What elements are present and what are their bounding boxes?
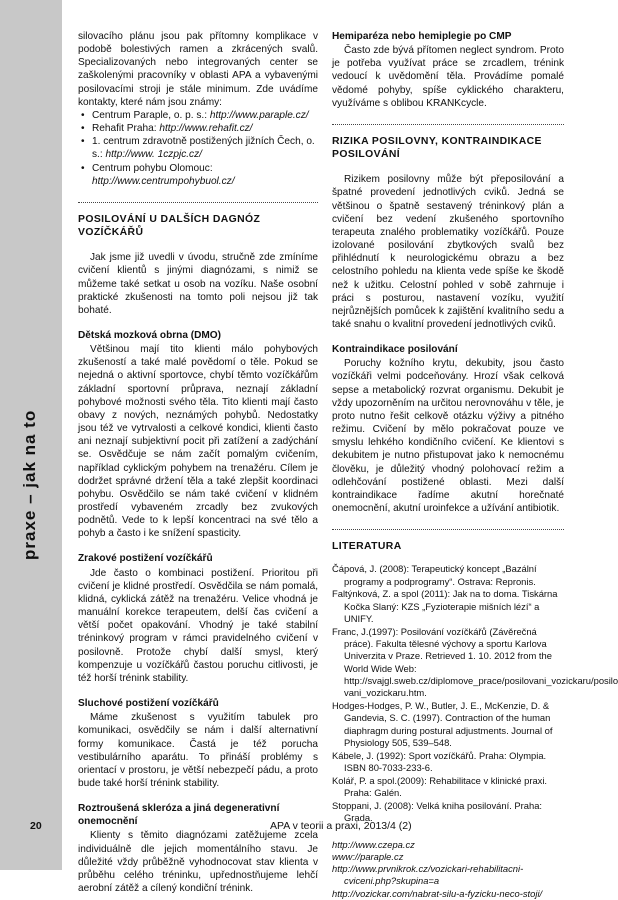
- contact-link[interactable]: http://www. 1czpjc.cz/: [105, 149, 202, 161]
- contact-link[interactable]: http://www.rehafit.cz/: [159, 123, 253, 135]
- ms-paragraph: Klienty s těmito diagnózami zatěžujeme zcela individuálně dle jejich momentálního stavu. Je důležité vždy průběžně vyhodnocovat stav klienta v průběhu celého tréninku, upřednostňujeme lehčí aerobní zátěž a cílený kondiční trénink.: [78, 830, 318, 895]
- left-column: [78, 30, 318, 895]
- reference-item: Franc, J.(1997): Posilování vozíčkářů (Závěrečná práce). Fakulta tělesné výchovy a sportu Karlova Univerzita v Praze. Retrieved 1. 10. 2012 from the World Wide Web: http://svajgl.sweb.cz/diplomove_prace/posilovani_vozickaru/posilo vani_vozickaru.htm.: [332, 625, 618, 699]
- intro-paragraph: silovacího plánu jsou pak přítomny komplikace v podobě bolestivých ramen a zkrácených svalů. Specializovaných nebo integrovaných center se zaškolenými pracovníky v oblasti APA a vybavenými posilovacími stroji je stále minimum. Zde uvádíme kontakty, které nám jsou známy:: [78, 31, 318, 108]
- contact-item: • Centrum pohybu Olomouc: http://www.centrumpohybuol.cz/: [78, 162, 318, 188]
- visual-paragraph: Jde často o kombinaci postižení. Prioritou při cvičení je klidné prostředí. Osvědčila se nám pomalá, klidná, cyklická zátěž na trenažéru. Velice vhodná je manuální korekce terapeutem, delší čas cvičení a větší počet opakování. Vhodný je také stabilní tréninkový program v rámci pravidelného cvičení v posilovně. Protože chybí další smysl, který kompenzuje u vozíčkářů častou poruchu citlivosti, je též horší trénink stability.: [78, 567, 318, 684]
- contact-link[interactable]: http://www.centrumpohybuol.cz/: [92, 175, 235, 187]
- sidebar-strip: [0, 0, 62, 870]
- contact-item: • Rehafit Praha: http://www.rehafit.cz/: [78, 122, 318, 135]
- web-link[interactable]: http://www.czepa.cz: [332, 838, 415, 850]
- reference-item: Faltýnková, Z. a spol (2011): Jak na to doma. Tiskárna Kočka Slaný: KZS „Fyzioterapie mišních lézí“ a UNIFY.: [332, 588, 558, 624]
- hemi-paragraph: Často zde bývá přítomen neglect syndrom. Proto je potřeba využívat práce se zrcadlem, trénink vedoucí k uvědomění těla. Provádíme pomalé vědomé pohyby, spíše cyklického charakteru, využíváme s oblibou KRANKcycle.: [332, 45, 564, 109]
- section-title: POSILOVÁNÍ U DALŠÍCH DAGNÓZ VOZÍČKÁŘŮ: [78, 213, 261, 239]
- page-footer: [0, 820, 570, 840]
- section-divider: [332, 529, 564, 530]
- hearing-paragraph: Máme zkušenost s využitím tabulek pro komunikaci, osvědčily se nám i další alternativní formy komunikace. Častá je též porucha vestibulárního aparátu. To přináší problémy s orientací v prostoru, je větší nebezpečí pádu, a proto bude také horší trénink stability.: [78, 712, 318, 789]
- risk-paragraph: Rizikem posilovny může být přeposilování a špatné provedení jednotlivých cviků. Jedná se většinou o špatně sestavený tréninkový plán a cvičení bez vedení zkušeného sportovního terapeuta znalého problematiky vozíčkářů. Pouze izolované posilování zbytkových svalů bez přihlédnutí k neurologickému obrazu a bez celostního pohledu na klienta vede spíše ke škodě než k užitku. Celostní pohled v sobě zahrnuje i práci s posturou, nastavení vozíku, využití nejrůznějších pomůcek k zajištění kvalitního sedu a také snahu o kvalitní provedení jednotlivých cviků.: [332, 174, 564, 330]
- web-link[interactable]: http://www.prvnikrok.cz/vozickari-rehabilitacni-cviceni.php?skupina=a: [332, 863, 524, 887]
- contra-paragraph: Poruchy kožního krytu, dekubity, jsou často vozíčkáři velmi podceňovány. Hrozí však celková sepse a metabolický rozvrat organismu. Dekubit je vždy upozorněním na určitou nerovnováhu v těle, je proto nutno řešit celkově otázku výživy a pitného režimu. Cvičení by mělo pokračovat pouze ve smyslu lehkého kondičního cvičení. Ke klientovi s dekubitem je nutno přistupovat jako k nemocnému člověku, je důležitý vhodný polohovací režim a odlehčování postižené oblasti. Mezi další kontraindikace řadíme akutní horečnaté onemocnění, akutní uroinfekce a užívání antibiotik.: [332, 358, 564, 514]
- web-link[interactable]: http://vozickar.com/nabrat-silu-a-fyzicku-neco-stoji/: [332, 887, 543, 899]
- section-label: praxe – jak na to: [20, 409, 39, 561]
- reference-list: [332, 563, 618, 824]
- section-title-risks: RIZIKA POSILOVNY, KONTRAINDIKACE POSILOVÁNÍ: [332, 135, 542, 161]
- right-column: [332, 30, 618, 900]
- subheading-dmo: Dětská mozková obrna (DMO): [78, 329, 222, 341]
- subheading-contra: Kontraindikace posilování: [332, 344, 458, 356]
- section-divider: [332, 124, 564, 125]
- web-link[interactable]: www://paraple.cz: [332, 850, 404, 862]
- section-title-literature: LITERATURA: [332, 541, 402, 553]
- subheading-hemi: Hemiparéza nebo hemiplegie po CMP: [332, 31, 512, 42]
- contact-item: • Centrum Paraple, o. p. s.: http://www.paraple.cz/: [78, 109, 318, 122]
- dmo-paragraph: Většinou mají tito klienti málo pohybových zkušeností a také malé povědomí o těle. Pokud se nejedná o aktivní sportovce, chybí těmto vozíčkářům základní sportovní průprava, neznají základní pohybové možnosti svého těla. Tito klienti mají často obavy z nových, neznámých pohybů. Nedostatky jsou též ve vytrvalosti a celkové kondici, klienti často ani neznají subjektivní pocit při zatížení a zadýchání se. Osvědčuje se nám začít pomalým cvičením, například cyklickým pohybem na trenažéru. Cílem je dodržet správné držení těla a také zlepšit koordinaci pohybu. Osvědčilo se nám také cvičení v klidném prostředí vybaveném zrcadly bez zvukových podnětů. Vede to k lepší koncentraci na své tělo a pohyb a často i ke snížení spasticity.: [78, 344, 318, 540]
- journal-citation: APA v teorii a praxi, 2013/4 (2): [270, 820, 412, 832]
- reference-item: Čápová, J. (2008): Terapeutický koncept „Bazální programy a podprogramy“. Ostrava: Repronis.: [332, 563, 537, 587]
- reference-item: Kábele, J. (1992): Sport vozíčkářů. Praha: Olympia. ISBN 80-7033-233-6.: [332, 749, 547, 774]
- contact-list: [78, 109, 318, 188]
- contact-item: • 1. centrum zdravotně postižených jižních Čech, o. s.: http://www. 1czpjc.cz/: [78, 135, 318, 161]
- section-divider: [78, 202, 318, 203]
- contact-link[interactable]: http://www.paraple.cz/: [209, 109, 309, 121]
- section-intro: Jak jsme již uvedli v úvodu, stručně zde zmíníme cvičení klientů s jinými diagnózami, s nimiž se můžeme také setkat u osob na vozíku. Naše osobní praktické zkušenosti na tomto poli nejsou již tak bohaté.: [78, 252, 318, 316]
- subheading-visual: Zrakové postižení vozíčkářů: [78, 553, 213, 565]
- reference-item: Stoppani, J. (2008): Velká kniha posilování. Praha: Grada.: [332, 799, 543, 824]
- subheading-ms: Roztroušená skleróza a jiná degenerativní onemocnění: [78, 803, 280, 828]
- reference-item: Hodges-Hodges, P. W., Butler, J. E., McKenzie, D. & Gandevia, S. C. (1997). Contraction of the human diaphragm during postural adjustments. Journal of Physiology 505, 539–548.: [332, 700, 553, 748]
- page-number: 20: [30, 820, 42, 832]
- link-list: [332, 839, 564, 900]
- reference-item: Kolář, P. a spol.(2009): Rehabilitace v klinické praxi. Praha: Galén.: [332, 774, 548, 799]
- subheading-hearing: Sluchové postižení vozíčkářů: [78, 698, 219, 710]
